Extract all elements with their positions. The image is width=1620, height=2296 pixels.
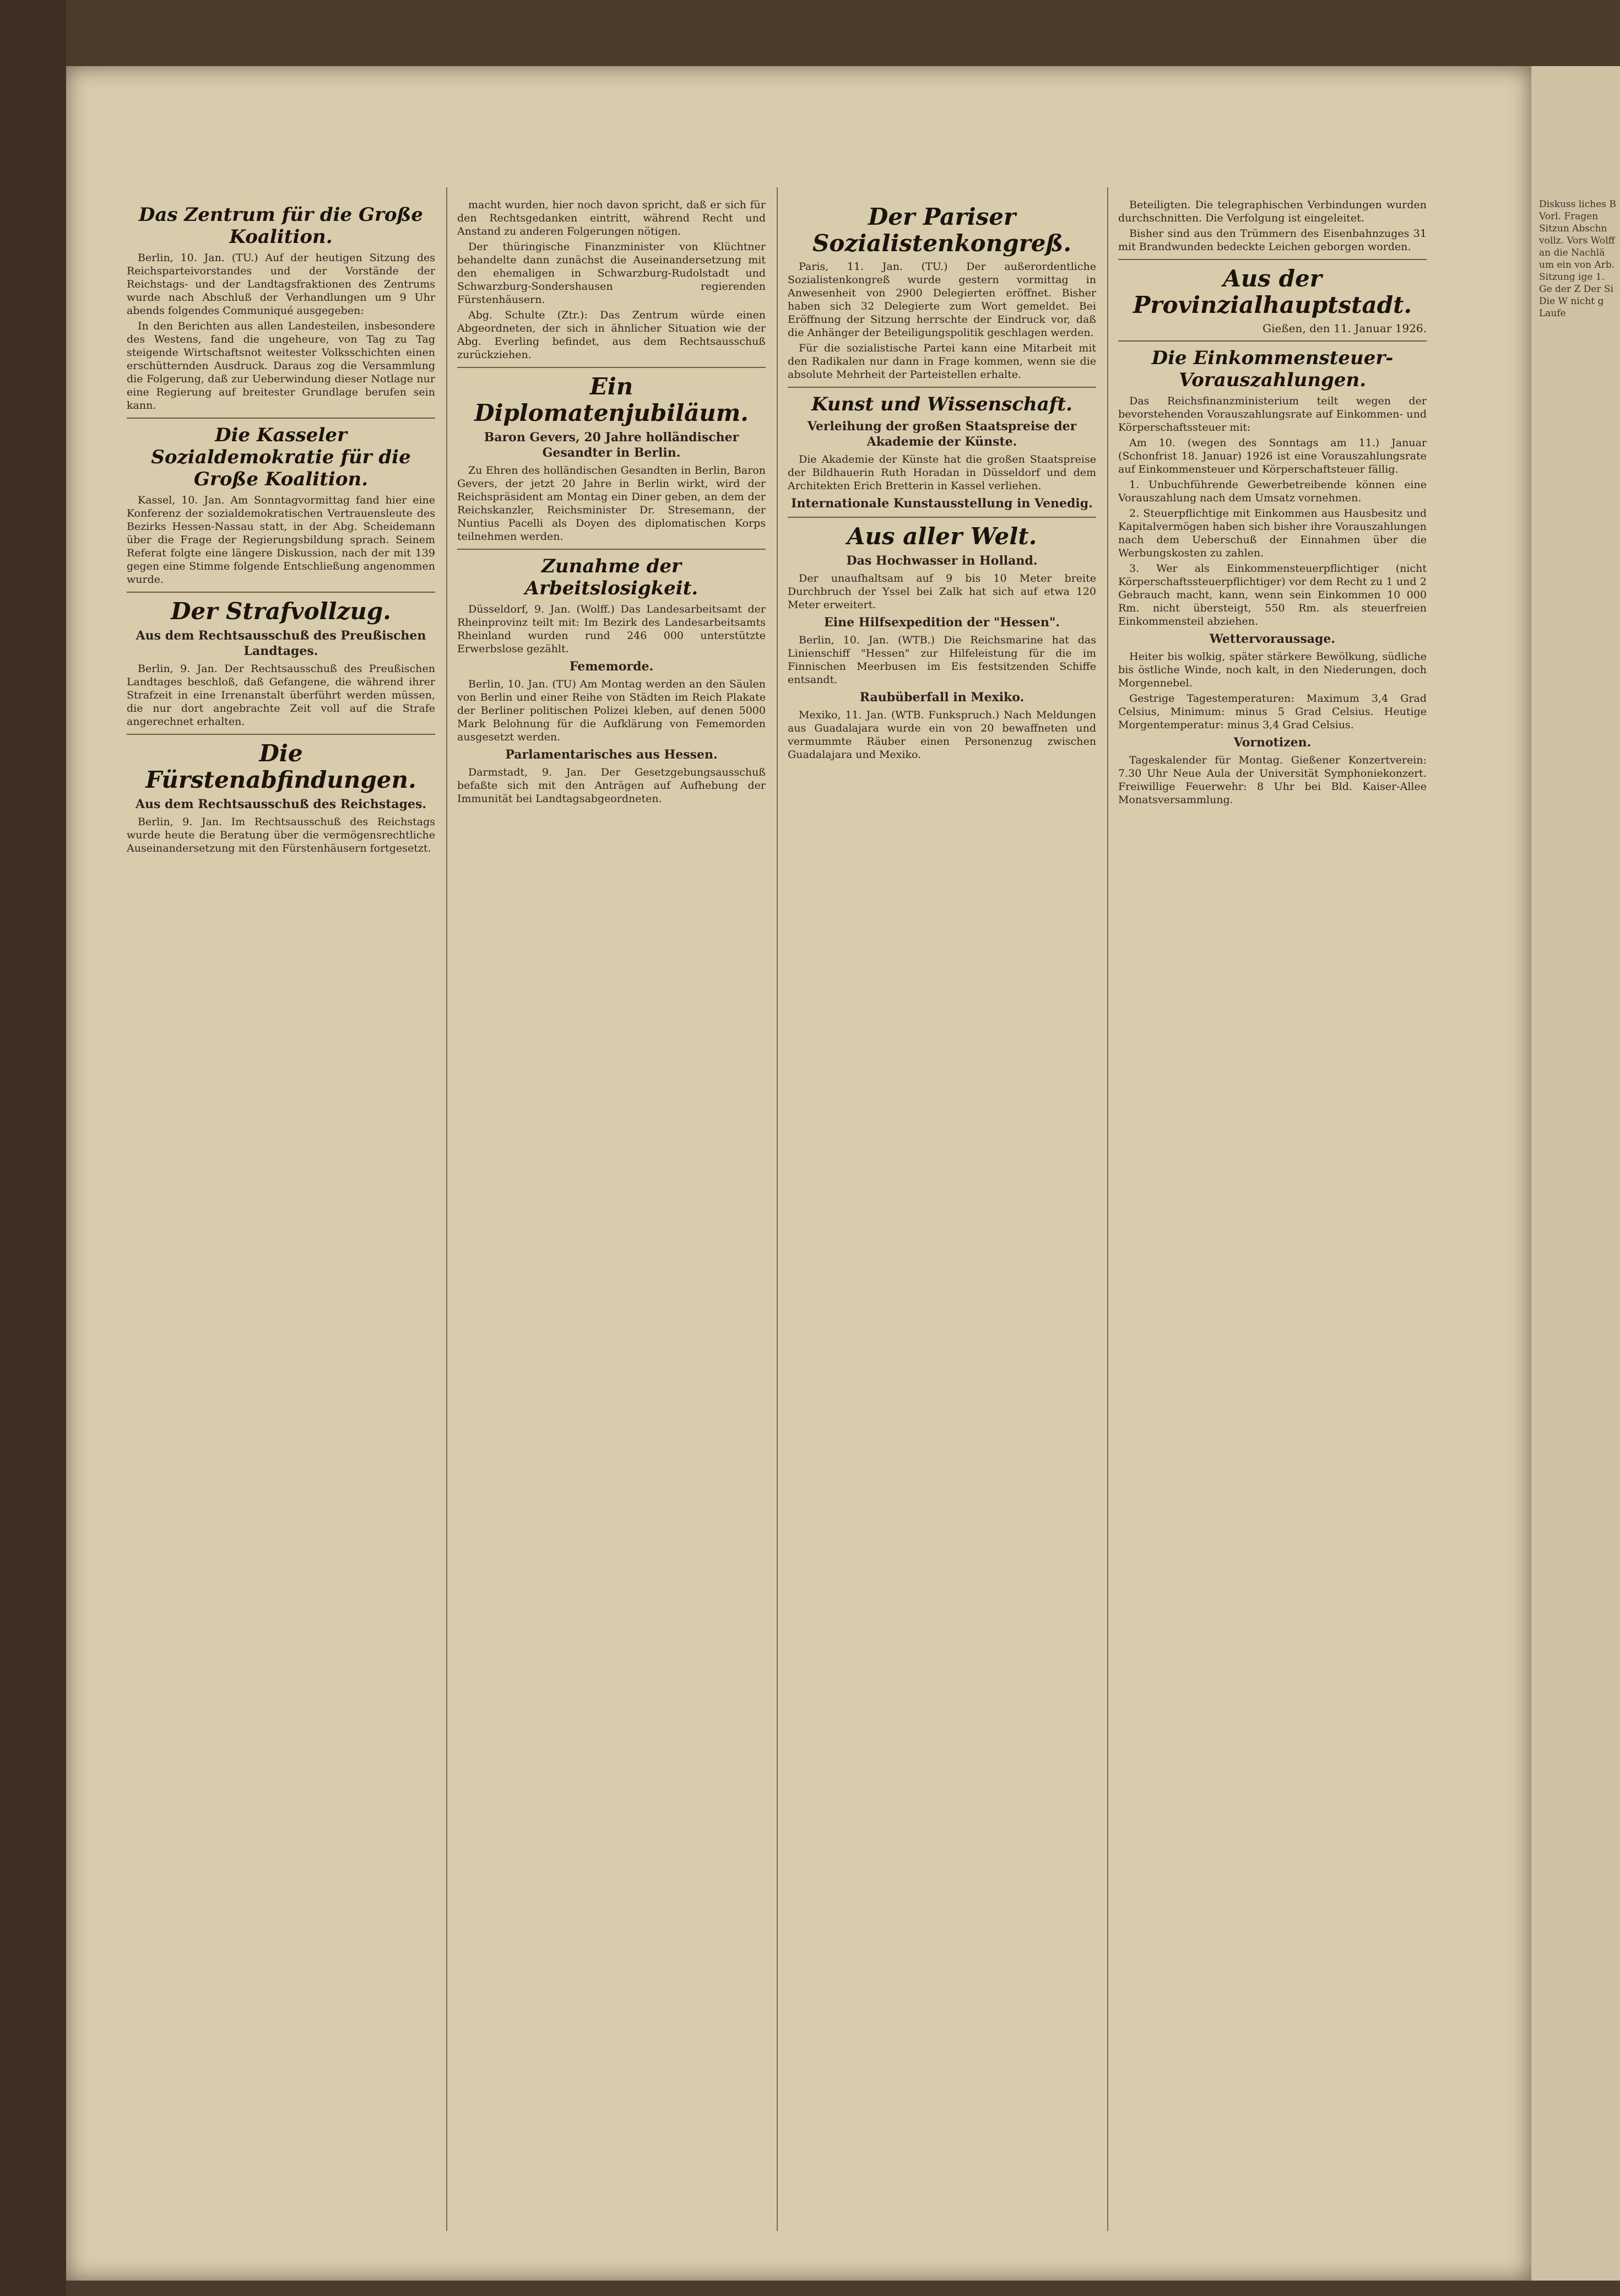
article-paragraph: Der unaufhaltsam auf 9 bis 10 Meter breite Durchbruch der Yssel bei Zalk hat sich auf etwa 120 Meter erweitert. (788, 572, 1096, 611)
article-headline: Der Strafvollzug. (171, 598, 391, 625)
column-2 (457, 198, 766, 2225)
article-subheading: Vornotizen. (1233, 735, 1312, 750)
article-paragraph: 1. Unbuchführende Gewerbetreibende können eine Vorauszahlung nach dem Umsatz vornehmen. (1118, 479, 1427, 504)
article-paragraph: Berlin, 10. Jan. (WTB.) Die Reichsmarine hat das Linienschiff "Hessen" zur Hilfeleistung für die im Finnischen Meerbusen im Eis festsitzenden Schiffe entsandt. (788, 634, 1096, 686)
article-paragraph: macht wurden, hier noch davon spricht, daß er sich für den Rechtsgedanken eintritt, während Recht und Anstand zu anderen Folgerungen nötigen. (457, 199, 766, 237)
newspaper-page (66, 66, 1531, 2281)
article-paragraph: Bisher sind aus den Trümmern des Eisenbahnzuges 31 mit Brandwunden bedeckte Leichen geborgen worden. (1118, 228, 1427, 253)
book-binding-left (0, 0, 66, 2296)
section-rule (457, 367, 766, 368)
article-paragraph: Darmstadt, 9. Jan. Der Gesetzgebungsausschuß befaßte sich mit den Anträgen auf Aufhebung der Immunität bei Landtagsabgeordneten. (457, 766, 766, 805)
article-paragraph: Berlin, 9. Jan. Der Rechtsausschuß des Preußischen Landtages beschloß, daß Gefangene, die während ihrer Strafzeit in eine Irrenanstalt überführt werden müssen, die nur dort angebrachte Zeit voll auf die Strafe angerechnet erhalten. (127, 663, 435, 728)
article-paragraph: Kassel, 10. Jan. Am Sonntagvormittag fand hier eine Konferenz der sozialdemokratischen Vertrauensleute des Bezirks Hessen-Nassau statt, in der Abg. Scheidemann über die Frage der Regierungsbildung sprach. Seinem Referat folgte eine längere Diskussion, nach der mit 139 gegen eine Stimme folgende Entschließung angenommen wurde. (127, 494, 435, 586)
article-paragraph: Die Akademie der Künste hat die großen Staatspreise der Bildhauerin Ruth Horadan in Düsseldorf und dem Architekten Erich Bretterin in Kassel verliehen. (788, 453, 1096, 492)
article-paragraph: Berlin, 10. Jan. (TU) Am Montag werden an den Säulen von Berlin und einer Reihe von Städten im Reich Plakate der Berliner politischen Polizei kleben, auf denen 5000 Mark Belohnung für die Aufklärung von Fememorden ausgesetzt werden. (457, 678, 766, 743)
section-rule (127, 734, 435, 735)
article-paragraph: Berlin, 10. Jan. (TU.) Auf der heutigen Sitzung des Reichsparteivorstandes und der Vorstände der Reichstags- und der Landtagsfraktionen des Zentrums wurde nach Abschluß der Verhandlungen um 9 Uhr abends folgendes Communiqué ausgegeben: (127, 252, 435, 317)
article-paragraph: Gestrige Tagestemperaturen: Maximum 3,4 Grad Celsius, Minimum: minus 5 Grad Celsius. Heutige Morgentemperatur: minus 3,4 Grad Celsius. (1118, 692, 1427, 731)
article-paragraph: Paris, 11. Jan. (TU.) Der außerordentliche Sozialistenkongreß wurde gestern vormittag in Anwesenheit von 2900 Delegierten eröffnet. Bisher haben sich 32 Delegierte zum Wort gemeldet. Bei Eröffnung der Sitzung herrschte der Eindruck vor, daß die Anhänger der Beteiligungspolitik geschlagen werden. (788, 261, 1096, 339)
column-divider (1107, 187, 1108, 2231)
article-headline: Die Fürstenabfindungen. (145, 740, 416, 793)
article-heading: Zunahme der Arbeitslosigkeit. (524, 555, 698, 599)
article-paragraph: Beteiligten. Die telegraphischen Verbindungen wurden durchschnitten. Die Verfolgung ist eingeleitet. (1118, 199, 1427, 224)
adjacent-page-edge (1531, 66, 1620, 2281)
article-heading: Die Kasseler Sozialdemokratie für die Große Koalition. (151, 424, 411, 490)
article-subheading: Wettervoraussage. (1209, 632, 1336, 646)
article-paragraph: Heiter bis wolkig, später stärkere Bewölkung, südliche bis östliche Winde, noch kalt, in den Niederungen, doch Morgennebel. (1118, 651, 1427, 689)
article-paragraph: Am 10. (wegen des Sonntags am 11.) Januar (Schonfrist 18. Januar) 1926 ist eine Vorauszahlungsrate auf Einkommensteuer und Körperschaftsteuer fällig. (1118, 437, 1427, 475)
section-rule (457, 549, 766, 550)
article-paragraph: Der thüringische Finanzminister von Klüchtner behandelte dann zunächst die Auseinandersetzung mit den ehemaligen in Schwarzburg-Rudolstadt und Schwarzburg-Sondershausen regierenden Fürstenhäusern. (457, 241, 766, 306)
article-subheading: Internationale Kunstausstellung in Venedig. (791, 496, 1093, 511)
article-headline: Aus der Provinzialhauptstadt. (1133, 265, 1412, 318)
article-paragraph: Abg. Schulte (Ztr.): Das Zentrum würde einen Abgeordneten, der sich in ähnlicher Situation wie der Abg. Everling befindet, aus dem Rechtsausschuß zurückziehen. (457, 309, 766, 361)
section-rule (1118, 259, 1427, 260)
section-rule (788, 387, 1096, 388)
article-subheading: Baron Gevers, 20 Jahre holländischer Gesandter in Berlin. (484, 430, 739, 460)
article-subheading: Aus dem Rechtsausschuß des Reichstages. (135, 797, 427, 811)
section-rule (127, 418, 435, 419)
article-heading: Kunst und Wissenschaft. (811, 393, 1072, 415)
article-subheading: Aus dem Rechtsausschuß des Preußischen Landtages. (136, 629, 426, 658)
article-subheading: Parlamentarisches aus Hessen. (505, 748, 718, 762)
article-paragraph: Mexiko, 11. Jan. (WTB. Funkspruch.) Nach Meldungen aus Guadalajara wurde ein von 20 bewaffneten und vermummte Räuber einen Personenzug zwischen Guadalajara und Mexiko. (788, 709, 1096, 761)
article-paragraph: In den Berichten aus allen Landesteilen, insbesondere des Westens, fand die ungeheure, von Tag zu Tag steigende Wirtschaftsnot weitester Volksschichten einen erschütternden Ausdruck. Daraus zog die Versammlung die Folgerung, daß zur Ueberwindung dieser Notlage nur eine Regierung auf breitester Grundlage berufen sein kann. (127, 320, 435, 411)
article-paragraph: 3. Wer als Einkommensteuerpflichtiger (nicht Körperschaftssteuerpflichtiger) vor dem Recht zu 1 und 2 Gebrauch macht, kann, wenn sein Einkommen 10 000 Rm. nicht übersteigt, 550 Rm. als steuerfreien Einkommensteil abziehen. (1118, 562, 1427, 627)
article-subheading: Fememorde. (569, 659, 654, 674)
article-subheading: Eine Hilfsexpedition der "Hessen". (824, 615, 1060, 630)
column-divider (446, 187, 447, 2231)
column-divider (777, 187, 778, 2231)
article-paragraph: 2. Steuerpflichtige mit Einkommen aus Hausbesitz und Kapitalvermögen haben sich bisher ihre Vorauszahlungen nach dem Ueberschuß der Einnahmen über die Werbungskosten zu zahlen. (1118, 507, 1427, 559)
article-heading: Die Einkommensteuer-Vorauszahlungen. (1151, 347, 1394, 391)
article-subheading: Das Hochwasser in Holland. (846, 554, 1038, 568)
section-rule (127, 592, 435, 593)
article-paragraph: Düsseldorf, 9. Jan. (Wolff.) Das Landesarbeitsamt der Rheinprovinz teilt mit: Im Bezirk des Landesarbeitsamts Rheinland wurden rund 246 000 unterstützte Erwerbslose gezählt. (457, 603, 766, 655)
column-3 (788, 198, 1096, 2225)
section-rule (1118, 340, 1427, 342)
section-rule (788, 517, 1096, 518)
article-headline: Ein Diplomatenjubiläum. (474, 373, 749, 426)
article-headline: Der Pariser Sozialistenkongreß. (812, 203, 1071, 257)
article-paragraph: Berlin, 9. Jan. Im Rechtsausschuß des Reichstags wurde heute die Beratung über die vermögensrechtliche Auseinandersetzung mit den Fürstenhäusern fortgesetzt. (127, 816, 435, 854)
article-paragraph: Tageskalender für Montag. Gießener Konzertverein: 7.30 Uhr Neue Aula der Universität Symphoniekonzert. Freiwillige Feuerwehr: 8 Uhr bei Bld. Kaiser-Allee Monatsversammlung. (1118, 754, 1427, 806)
dateline: Gießen, den 11. Januar 1926. (1263, 322, 1427, 335)
article-paragraph: Für die sozialistische Partei kann eine Mitarbeit mit den Radikalen nur dann in Frage kommen, wenn sie die absolute Mehrheit der Parteistellen erhalte. (788, 342, 1096, 381)
article-paragraph: Zu Ehren des holländischen Gesandten in Berlin, Baron Gevers, der jetzt 20 Jahre in Berlin wirkt, wird der Reichspräsident am Montag ein Diner geben, an dem der Reichskanzler, Reichsminister Dr. Stresemann, der Nuntius Pacelli als Doyen des diplomatischen Korps teilnehmen werden. (457, 464, 766, 543)
article-headline: Aus aller Welt. (847, 523, 1037, 550)
column-1 (127, 198, 435, 2225)
article-subheading: Raubüberfall in Mexiko. (859, 690, 1025, 705)
article-heading: Das Zentrum für die Große Koalition. (138, 204, 424, 248)
article-subheading: Verleihung der großen Staatspreise der Akademie der Künste. (807, 419, 1077, 449)
article-paragraph: Das Reichsfinanzministerium teilt wegen der bevorstehenden Vorauszahlungsrate auf Einkommen- und Körperschaftssteuer mit: (1118, 395, 1427, 434)
column-4 (1118, 198, 1427, 2225)
adjacent-page-text: Diskuss liches B Vorl. Fragen Sitzun Abschn vollz. Vors Wolff an die Nachlä um ein von Arb. Sitzung ige 1. Ge der Z Der Si Die W nicht g Laufe (1539, 199, 1616, 319)
